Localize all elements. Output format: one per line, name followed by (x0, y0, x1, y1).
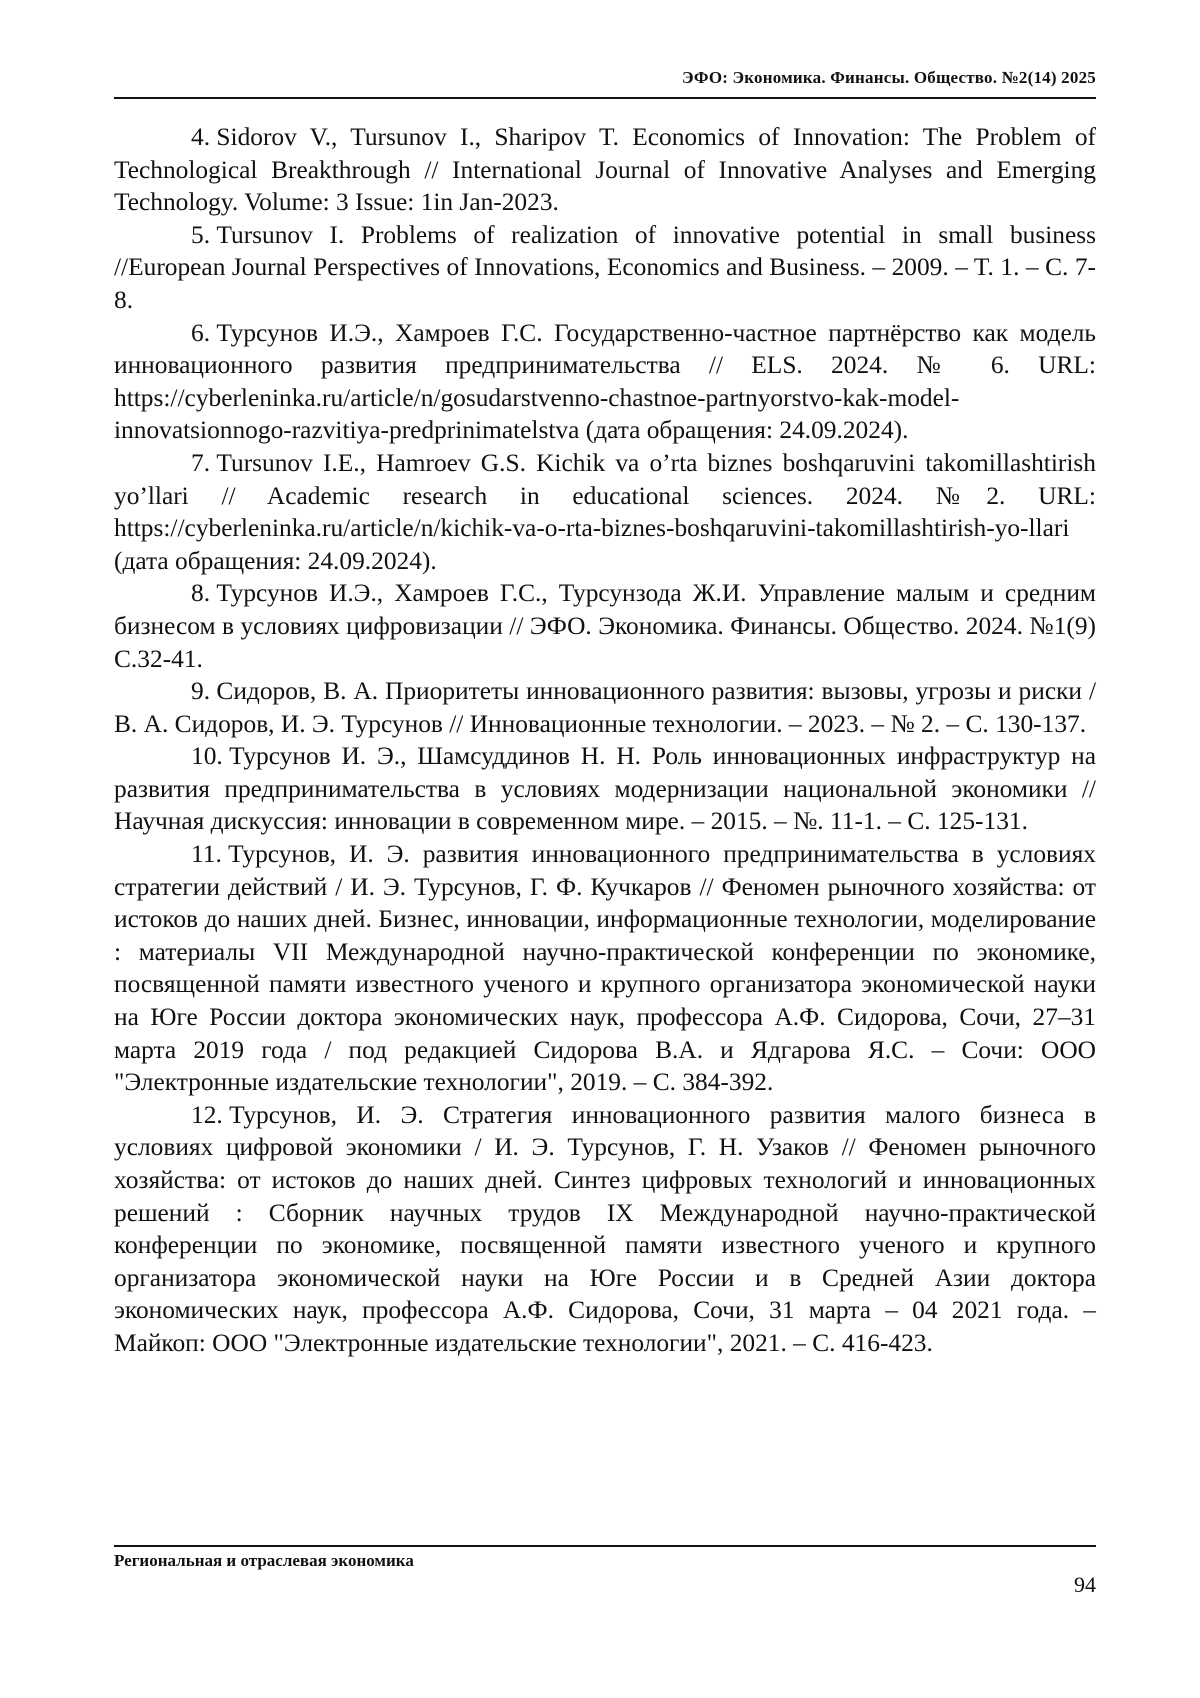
footer-divider (114, 1545, 1096, 1547)
reference-text: Tursunov I.E., Hamroev G.S. Kichik va o’rta biznes boshqaruvini takomillashtirish yo’llari // Academic research in educational sciences. 2024. №2. URL: https://cyberleninka.ru/article/n/kichik-va-o-rta-biznes-boshqaruvini-takomillashtirish-yo-llari (дата обращения: 24.09.2024). (114, 449, 1096, 575)
reference-item (114, 1099, 1096, 1360)
reference-item (114, 675, 1096, 740)
footer-section-title: Региональная и отраслевая экономика (114, 1551, 414, 1571)
reference-item (114, 740, 1096, 838)
reference-text: Турсунов, И. Э. Стратегия инновационного развития малого бизнеса в условиях цифровой экономики / И. Э. Турсунов, Г. Н. Узаков // Феномен рыночного хозяйства: от истоков до наших дней. Синтез цифровых технологий и инновационных решений : Сборник научных трудов IX Международной научно-практической конференции по экономике, посвященной памяти известного ученого и крупного организатора экономической науки на Юге России и в Средней Азии доктора экономических наук, профессора А.Ф. Сидорова, Сочи, 31 марта – 04 2021 года. – Майкоп: ООО "Электронные издательские технологии", 2021. – С. 416-423. (114, 1101, 1096, 1357)
reference-text: Sidorov V., Tursunov I., Sharipov T. Economics of Innovation: The Problem of Technological Breakthrough // International Journal of Innovative Analyses and Emerging Technology. Volume: 3 Issue: 1in Jan-2023. (114, 123, 1096, 216)
reference-number: 11. (191, 840, 222, 868)
reference-text: Tursunov I. Problems of realization of innovative potential in small business //European Journal Perspectives of Innovations, Economics and Business. – 2009. – T. 1. – C. 7-8. (114, 221, 1096, 314)
reference-item (114, 317, 1096, 447)
reference-number: 8. (191, 579, 210, 607)
reference-number: 7. (191, 449, 210, 477)
reference-text: Турсунов И. Э., Шамсуддинов Н. Н. Роль инновационных инфраструктур на развития предпринимательства в условиях модернизации национальной экономики // Научная дискуссия: инновации в современном мире. – 2015. – №. 11-1. – С. 125-131. (114, 742, 1096, 835)
reference-number: 12. (191, 1101, 223, 1129)
reference-list (114, 121, 1096, 1360)
running-header: ЭФО: Экономика. Финансы. Общество. №2(14) 2025 (682, 68, 1096, 88)
reference-item (114, 219, 1096, 317)
reference-number: 4. (191, 123, 210, 151)
reference-number: 5. (191, 221, 210, 249)
reference-item (114, 577, 1096, 675)
reference-number: 9. (191, 677, 210, 705)
page-number: 94 (1074, 1572, 1096, 1598)
reference-item (114, 447, 1096, 577)
reference-number: 10. (191, 742, 223, 770)
reference-number: 6. (191, 319, 210, 347)
reference-text: Турсунов, И. Э. развития инновационного предпринимательства в условиях стратегии действий / И. Э. Турсунов, Г. Ф. Кучкаров // Феномен рыночного хозяйства: от истоков до наших дней. Бизнес, инновации, информационные технологии, моделирование : материалы VII Международной научно-практической конференции по экономике, посвященной памяти известного ученого и крупного организатора экономической науки на Юге России доктора экономических наук, профессора А.Ф. Сидорова, Сочи, 27–31 марта 2019 года / под редакцией Сидорова В.А. и Ядгарова Я.С. – Сочи: ООО "Электронные издательские технологии", 2019. – С. 384-392. (114, 840, 1096, 1096)
reference-text: Турсунов И.Э., Хамроев Г.С. Государственно-частное партнёрство как модель инновационного развития предпринимательства // ELS. 2024. № 6. URL: https://cyberleninka.ru/article/n/gosudarstvenno-chastnoe-partnyorstvo-kak-model-innovatsionnogo-razvitiya-predprinimatelstva (дата обращения: 24.09.2024). (114, 319, 1096, 445)
reference-text: Турсунов И.Э., Хамроев Г.С., Турсунзода Ж.И. Управление малым и средним бизнесом в условиях цифровизации // ЭФО. Экономика. Финансы. Общество. 2024. №1(9) С.32-41. (114, 579, 1096, 672)
reference-text: Сидоров, В. А. Приоритеты инновационного развития: вызовы, угрозы и риски / В. А. Сидоров, И. Э. Турсунов // Инновационные технологии. – 2023. – № 2. – С. 130-137. (114, 677, 1096, 738)
header-divider (114, 97, 1096, 99)
reference-item (114, 838, 1096, 1099)
reference-item (114, 121, 1096, 219)
